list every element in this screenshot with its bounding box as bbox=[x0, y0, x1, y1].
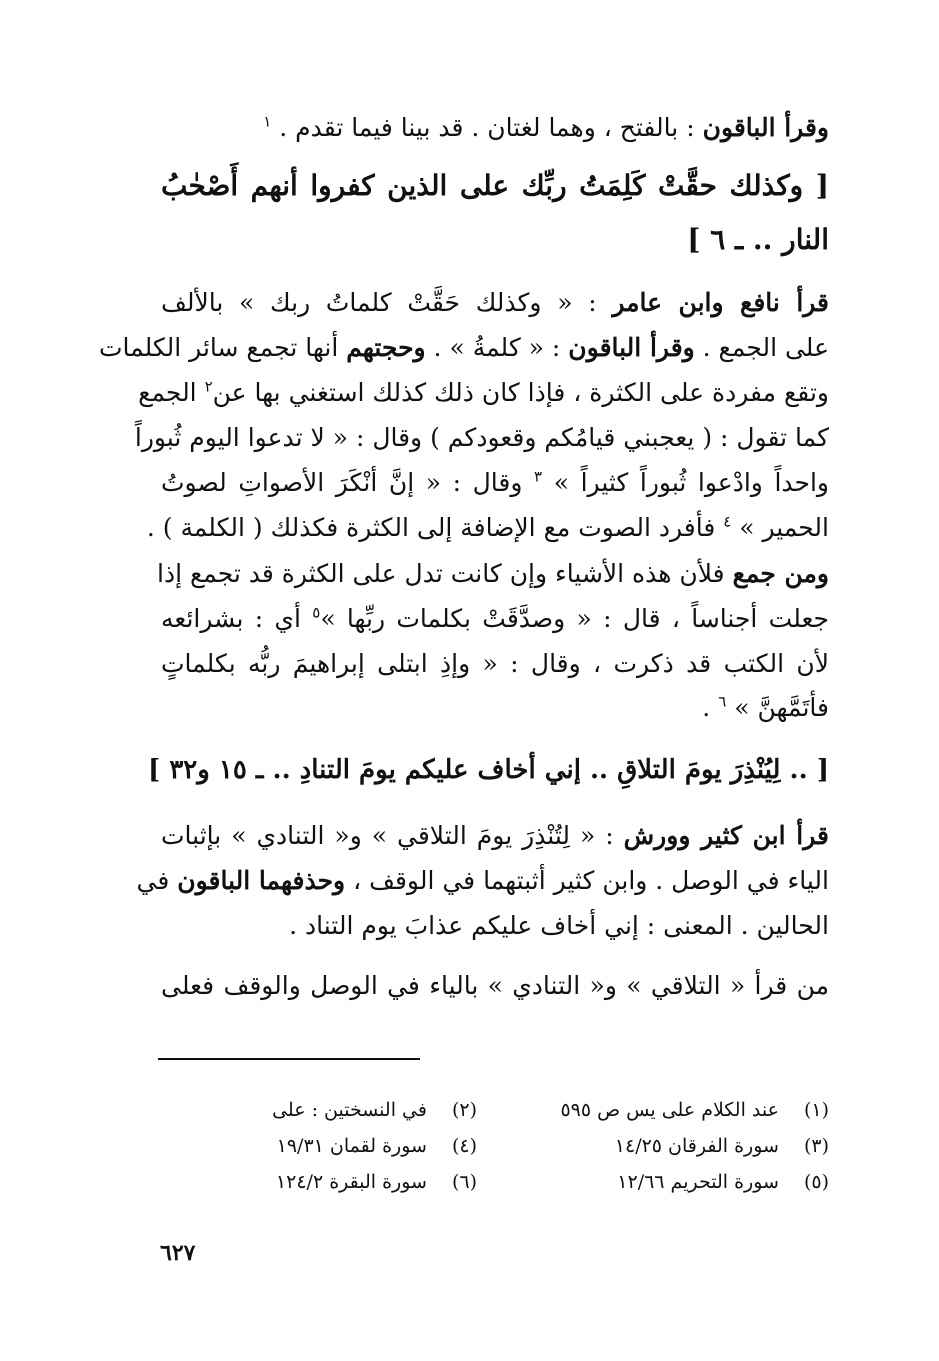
footnote-number: (٣) bbox=[803, 1135, 829, 1157]
line-text: وقال : « إنَّ أنْكَرَ الأصواتِ لصوتُ bbox=[161, 468, 535, 497]
line-text: الحمير » bbox=[731, 513, 829, 542]
reader-label: وقرأ الباقون bbox=[568, 333, 695, 362]
line-text: وتقع مفردة على الكثرة ، فإذا كان ذلك كذلك استغني بها عن bbox=[212, 378, 829, 407]
reader-label: قرأ نافع وابن عامر bbox=[612, 288, 830, 317]
line-text: واحداً وادْعوا ثُبوراً كثيراً » bbox=[542, 468, 829, 497]
footnote-text: سورة البقرة ١٢٤/٢ bbox=[275, 1171, 427, 1193]
quran-verse-line-1: [ وكذلك حقَّتْ كَلِمَتُ ربِّك على الذين كفروا أنهم أَصْحٰبُ bbox=[161, 169, 829, 202]
reader-label: وحجتهم bbox=[346, 333, 426, 362]
reader-label: ومن جمع bbox=[732, 559, 829, 588]
footnote-4 bbox=[277, 1132, 477, 1160]
footnote-6 bbox=[276, 1168, 477, 1196]
footnote-text: عند الكلام على يس ص ٥٩٥ bbox=[560, 1099, 779, 1121]
text-line-13 bbox=[161, 690, 829, 726]
footnote-ref-2: ٢ bbox=[204, 377, 213, 396]
reader-label: قرأ ابن كثير وورش bbox=[623, 821, 829, 850]
line-text: أي : بشرائعه bbox=[161, 604, 313, 633]
line-text: الياء في الوصل . وابن كثير أثبتهما في الوقف ، bbox=[345, 866, 829, 895]
footnote-ref-4: ٤ bbox=[723, 512, 732, 531]
footnote-5 bbox=[617, 1168, 829, 1196]
text-line-9 bbox=[146, 510, 829, 546]
text-line-10 bbox=[157, 556, 829, 592]
footnote-text: في النسختين : على bbox=[272, 1099, 427, 1121]
footnote-3 bbox=[615, 1132, 829, 1160]
footnote-1 bbox=[560, 1096, 829, 1124]
text-line-6 bbox=[138, 375, 829, 411]
footnote-text: سورة الفرقان ١٤/٢٥ bbox=[614, 1135, 779, 1157]
line-text: : بالفتح ، وهما لغتان . قد بينا فيما تقدم . bbox=[271, 113, 703, 142]
footnote-text: سورة لقمان ١٩/٣١ bbox=[276, 1135, 427, 1157]
reader-label: وقرأ الباقون bbox=[702, 113, 829, 142]
text-line-15 bbox=[161, 818, 829, 854]
footnote-text: سورة التحريم ١٢/٦٦ bbox=[617, 1171, 779, 1193]
footnote-number: (٢) bbox=[451, 1099, 477, 1121]
line-text: الجمع bbox=[138, 378, 205, 407]
footnote-ref-6: ٦ bbox=[718, 692, 727, 711]
text-line-8 bbox=[161, 465, 829, 501]
line-text: : « كلمةُ » . bbox=[425, 333, 569, 362]
line-text: أنها تجمع سائر الكلمات bbox=[98, 333, 347, 362]
line-text: في bbox=[136, 866, 178, 895]
line-text: : « لِتُنْذِرَ يومَ التلاقي » و« التنادي » بإثبات bbox=[161, 821, 624, 850]
footnote-ref-5: ٥ bbox=[312, 603, 321, 622]
text-line-5 bbox=[98, 330, 829, 366]
text-line-11 bbox=[161, 601, 829, 637]
line-text: جعلت أجناساً ، قال : « وصدَّقَتْ بكلمات ربِّها » bbox=[320, 604, 829, 633]
text-line-18: من قرأ « التلاقي » و« التنادي » بالياء في الوصل والوقف فعلى bbox=[161, 971, 829, 1000]
line-text: فلأن هذه الأشياء وإن كانت تدل على الكثرة قد تجمع إذا bbox=[157, 559, 733, 588]
quran-verse-line-3: [ .. لِيُنْذِرَ يومَ التلاقِ .. إني أخاف عليكم يومَ التنادِ .. ـ ١٥ و٣٢ ] bbox=[147, 755, 829, 785]
footnote-ref-3: ٣ bbox=[534, 467, 543, 486]
line-text: . bbox=[702, 693, 719, 722]
text-line-7: كما تقول : ( يعجبني قيامُكم وقعودكم ) وقال : « لا تدعوا اليوم ثُبوراً bbox=[134, 423, 829, 452]
footnote-number: (٥) bbox=[803, 1171, 829, 1193]
footnote-number: (٤) bbox=[451, 1135, 477, 1157]
text-line-12: لأن الكتب قد ذكرت ، وقال : « وإذِ ابتلى إبراهيمَ ربُّه بكلماتٍ bbox=[161, 649, 829, 678]
quran-verse-line-2: النار .. ـ ٦ ] bbox=[687, 223, 829, 256]
footnote-ref-1: ١ bbox=[263, 112, 272, 131]
text-line-17: الحالين . المعنى : إني أخاف عليكم عذابَ يوم التناد . bbox=[289, 911, 829, 940]
line-text: فأفرد الصوت مع الإضافة إلى الكثرة فكذلك ( الكلمة ) . bbox=[146, 513, 724, 542]
line-text: : « وكذلك حَقَّتْ كلماتُ ربك » بالألف bbox=[161, 288, 613, 317]
footnote-number: (١) bbox=[803, 1099, 829, 1121]
reader-label: وحذفهما الباقون bbox=[177, 866, 346, 895]
line-text: فأتَمَّهنَّ » bbox=[726, 693, 829, 722]
footnote-separator bbox=[158, 1058, 420, 1060]
text-line-1 bbox=[161, 110, 829, 146]
line-text: على الجمع . bbox=[694, 333, 829, 362]
page-number: ٦٢٧ bbox=[160, 1240, 196, 1266]
footnote-2 bbox=[272, 1096, 477, 1124]
text-line-16 bbox=[136, 863, 829, 899]
footnote-number: (٦) bbox=[451, 1171, 477, 1193]
text-line-4 bbox=[161, 285, 829, 321]
